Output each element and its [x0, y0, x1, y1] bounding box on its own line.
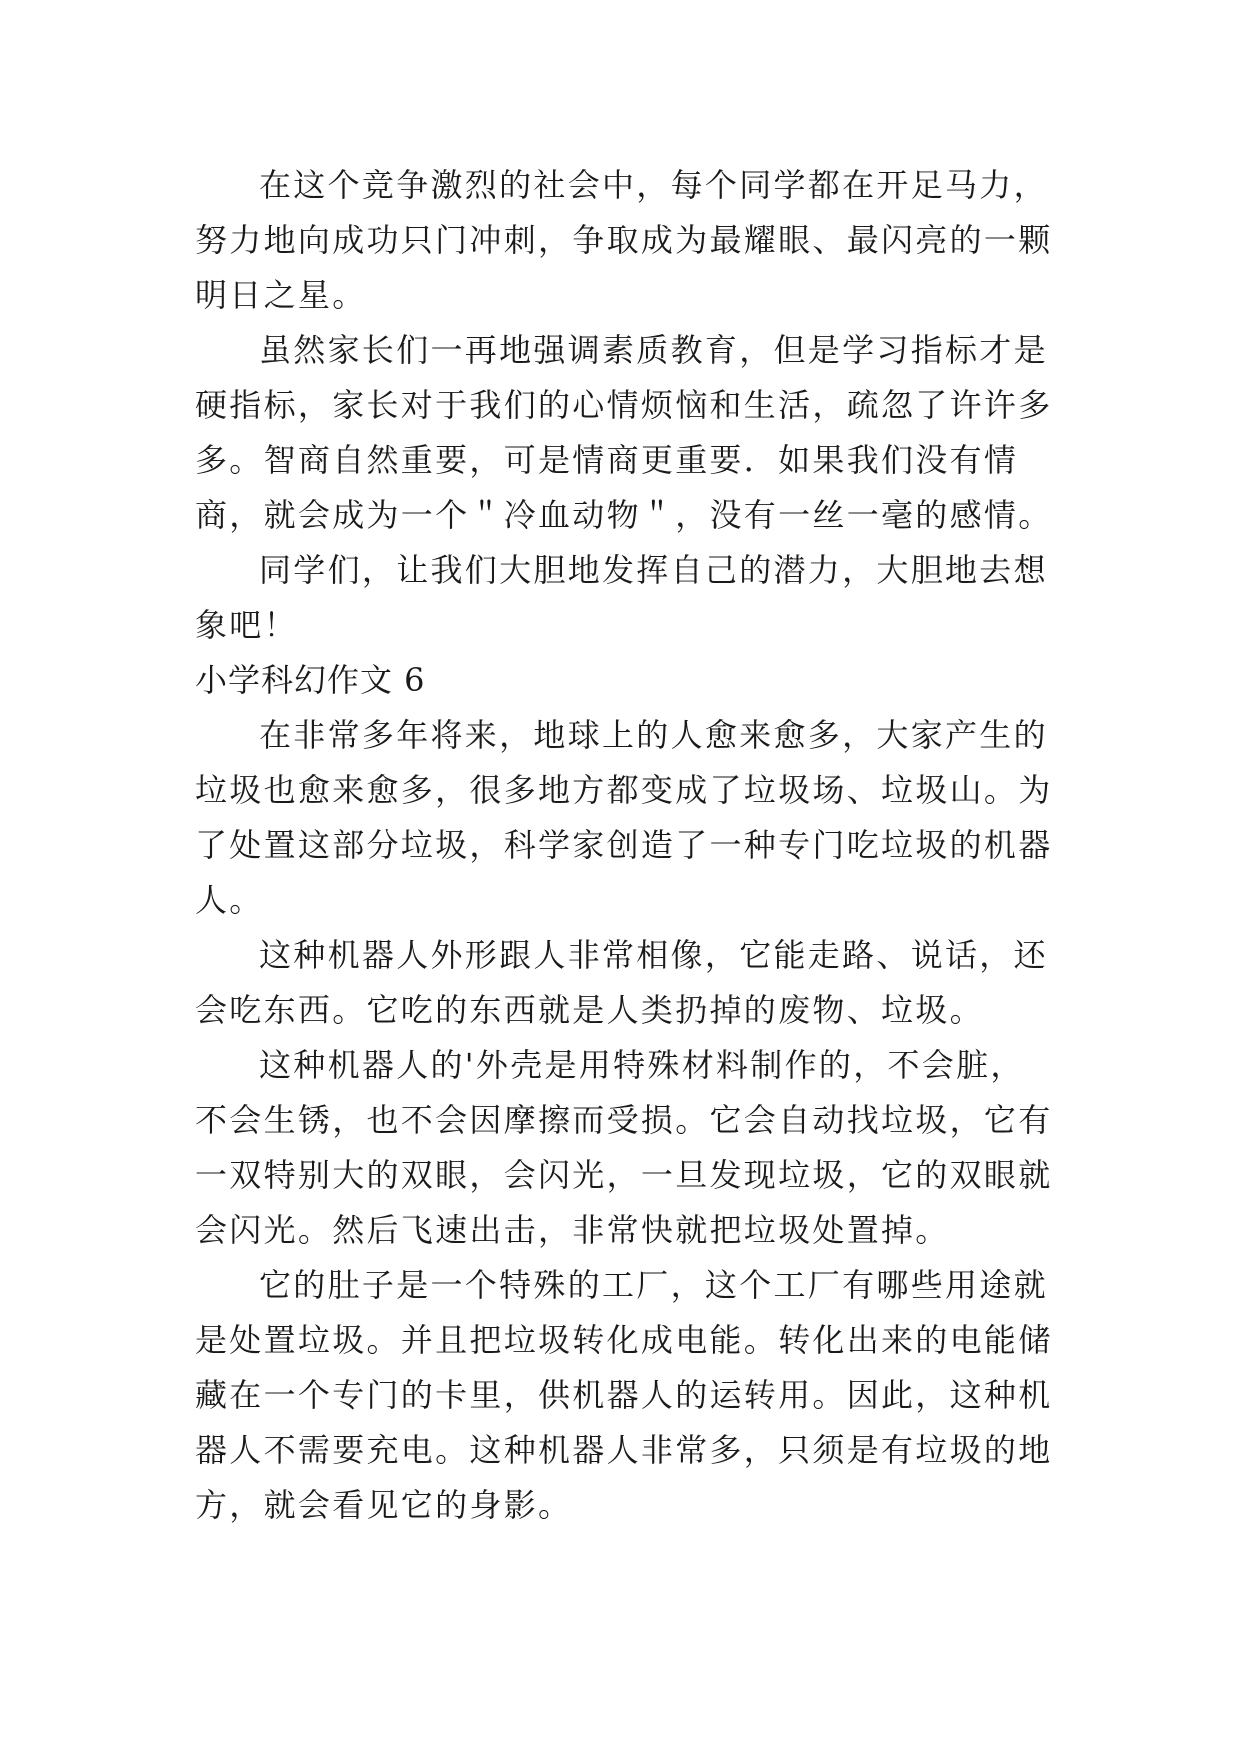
paragraph-robot-appearance: 这种机器人外形跟人非常相像，它能走路、说话，还会吃东西。它吃的东西就是人类扔掉的废物、垃圾。 — [195, 936, 1048, 1029]
paragraph-competition: 在这个竞争激烈的社会中，每个同学都在开足马力，努力地向成功只门冲刺，争取成为最耀眼、最闪亮的一颗明日之星。 — [195, 166, 1053, 314]
essay-title: 小学科幻作文 6 — [195, 661, 426, 699]
paragraph-robot-factory: 它的肚子是一个特殊的工厂，这个工厂有哪些用途就是处置垃圾。并且把垃圾转化成电能。转化出来的电能储藏在一个专门的卡里，供机器人的运转用。因此，这种机器人不需要充电。这种机器人非常多，只须是有垃圾的地方，就会看见它的身影。 — [195, 1266, 1053, 1524]
paragraph-eq-importance: 虽然家长们一再地强调素质教育，但是学习指标才是硬指标，家长对于我们的心情烦恼和生活，疏忽了许许多多。智商自然重要，可是情商更重要．如果我们没有情商，就会成为一个＂冷血动物＂，没有一丝一毫的感情。 — [195, 331, 1053, 534]
paragraph-imagination: 同学们，让我们大胆地发挥自己的潜力，大胆地去想象吧！ — [195, 551, 1048, 644]
paragraph-garbage-problem: 在非常多年将来，地球上的人愈来愈多，大家产生的垃圾也愈来愈多，很多地方都变成了垃圾场、垃圾山。为了处置这部分垃圾，科学家创造了一种专门吃垃圾的机器人。 — [195, 716, 1053, 919]
paragraph-robot-shell: 这种机器人的'外壳是用特殊材料制作的，不会脏，不会生锈，也不会因摩擦而受损。它会自动找垃圾，它有一双特别大的双眼，会闪光，一旦发现垃圾，它的双眼就会闪光。然后飞速出击，非常快就把垃圾处置掉。 — [195, 1046, 1053, 1249]
document-body — [195, 158, 1055, 1533]
